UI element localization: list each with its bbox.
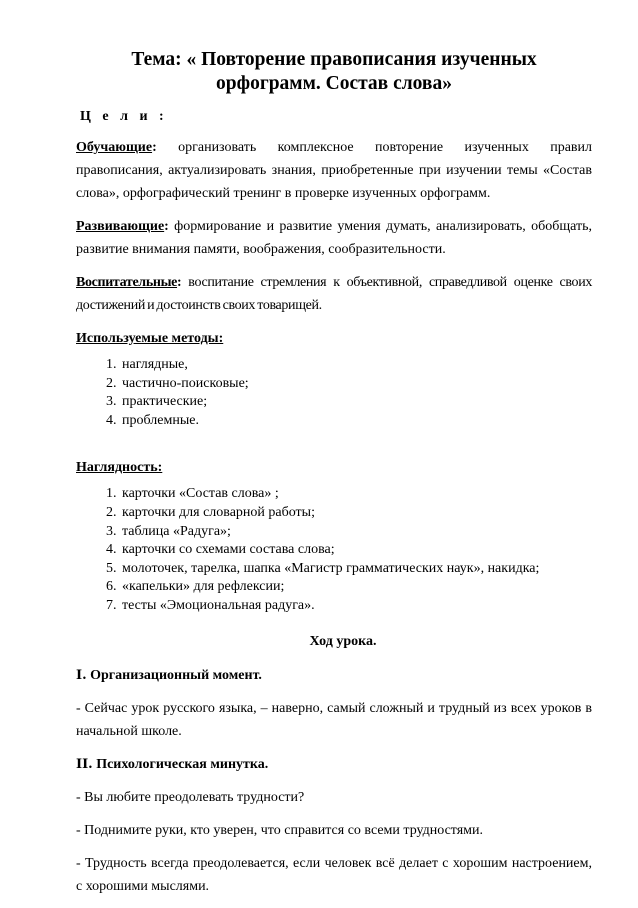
goal-label: Обучающие bbox=[76, 140, 153, 155]
list-item: 2. карточки для словарной работы; bbox=[120, 504, 592, 523]
stage-2-paragraph: - Поднимите руки, кто уверен, что справится со всеми трудностями. bbox=[76, 822, 484, 838]
list-item: 3. практические; bbox=[120, 393, 592, 412]
stage-1-heading bbox=[76, 664, 592, 687]
document-page bbox=[76, 48, 592, 908]
stage-number: I. bbox=[76, 667, 87, 683]
goal-text: воспитание стремления к объективной, справедливой оценке своих достижений и достоинств своих товарищей. bbox=[76, 275, 592, 313]
list-item: 7. тесты «Эмоциональная радуга». bbox=[120, 597, 592, 616]
goals-heading: Ц е л и : bbox=[80, 109, 168, 124]
goal-developing: Развивающие: формирование и развитие умения думать, анализировать, обобщать, развитие внимания памяти, воображения, сообразительности. bbox=[76, 219, 592, 257]
stage-2-paragraph: - Трудность всегда преодолевается, если человек всё делает с хорошим настроением, с хорошими мыслями. bbox=[76, 855, 592, 894]
stage-number: II. bbox=[76, 756, 93, 772]
visuals-list bbox=[76, 485, 592, 615]
methods-heading: Используемые методы: bbox=[76, 331, 224, 346]
stage-title: Организационный момент. bbox=[90, 667, 262, 683]
goal-educational: Воспитательные: воспитание стремления к объективной, справедливой оценке своих достижений и достоинств своих товарищей. bbox=[76, 275, 592, 313]
visuals-heading: Наглядность: bbox=[76, 460, 163, 476]
list-item: 2. частично-поисковые; bbox=[120, 375, 592, 394]
goal-text: организовать комплексное повторение изученных правил правописания, актуализировать знания, приобретенные при изучении темы «Состав слова», орфографический тренинг в проверке изученных орфограмм. bbox=[76, 140, 592, 201]
stage-1-text: - Сейчас урок русского языка, – наверно, самый сложный и трудный из всех уроков в начальной школе. bbox=[76, 700, 592, 739]
list-item: 3. таблица «Радуга»; bbox=[120, 523, 592, 542]
goal-learning: Обучающие: организовать комплексное повторение изученных правил правописания, актуализировать знания, приобретенные при изучении темы «Состав слова», орфографический тренинг в проверке изученных орфограмм. bbox=[76, 140, 592, 201]
methods-list bbox=[76, 356, 592, 430]
stage-2-paragraph: - Вы любите преодолевать трудности? bbox=[76, 789, 305, 805]
document-title: Тема: « Повторение правописания изученных орфограмм. Состав слова» bbox=[131, 49, 537, 94]
list-item: 1. наглядные, bbox=[120, 356, 592, 375]
list-item: 6. «капельки» для рефлексии; bbox=[120, 578, 592, 597]
goal-label: Развивающие bbox=[76, 219, 165, 234]
stage-title: Психологическая минутка. bbox=[96, 756, 269, 772]
list-item: 4. карточки со схемами состава слова; bbox=[120, 541, 592, 560]
goal-text: формирование и развитие умения думать, анализировать, обобщать, развитие внимания памяти, воображения, сообразительности. bbox=[76, 219, 592, 257]
lesson-heading: Ход урока. bbox=[309, 633, 377, 649]
stage-2-heading bbox=[76, 753, 592, 776]
list-item: 4. проблемные. bbox=[120, 412, 592, 431]
list-item: 1. карточки «Состав слова» ; bbox=[120, 485, 592, 504]
list-item: 5. молоточек, тарелка, шапка «Магистр грамматических наук», накидка; bbox=[120, 560, 592, 579]
goal-label: Воспитательные bbox=[76, 275, 178, 290]
